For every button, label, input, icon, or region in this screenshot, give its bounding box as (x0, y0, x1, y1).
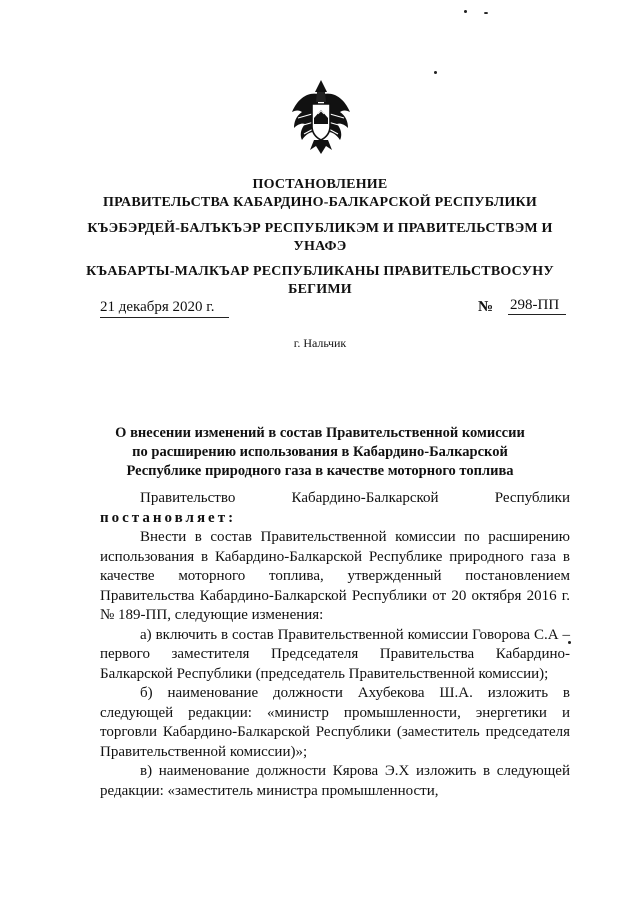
authority-heading-ru: ПРАВИТЕЛЬСТВА КАБАРДИНО-БАЛКАРСКОЙ РЕСПУБЛИКИ (102, 195, 538, 210)
item-b: б) наименование должности Ахубекова Ш.А. изложить в следующей редакции: «министр промышленности, энергетики и торговли Кабардино-Балкарской Республики (заместитель председателя Правительственной комиссии)»; (100, 685, 570, 760)
scan-speck (464, 10, 467, 13)
document-date: 21 декабря 2020 г. (100, 299, 229, 318)
number-label: № (478, 299, 494, 315)
paragraph-1: Внести в состав Правительственной комиссии по расширению использования в Кабардино-Балкарской Республике природного газа в качестве моторного топлива, утвержденный постановлением Правительства Кабардино-Балкарской Республики от 20 октября 2016 г. № 189-ПП, следующие изменения: (100, 529, 570, 623)
item-c: в) наименование должности Кярова Э.Х изложить в следующей редакции: «заместитель министра промышленности, (100, 763, 570, 799)
coat-of-arms-emblem (290, 78, 352, 156)
scan-speck (484, 12, 488, 14)
document-number: 298-ПП (508, 297, 566, 315)
item-a: а) включить в состав Правительственной комиссии Говорова С.А – первого заместителя Председателя Правительства Кабардино-Балкарской Республики (председатель Правительственной комиссии); (100, 626, 570, 682)
authority-heading-kbd: КЪЭБЭРДЕЙ-БАЛЪКЪЭР РЕСПУБЛИКЭМ И ПРАВИТЕЛЬСТВЭМ И УНАФЭ (87, 221, 553, 254)
decree-body (100, 489, 570, 801)
city-name: г. Нальчик (293, 336, 347, 350)
decree-title: О внесении изменений в состав Правительственной комиссии по расширению использования в Кабардино-Балкарской Республике природного газа в качестве моторного топлива (115, 425, 525, 479)
intro-text: Правительство Кабардино-Балкарской Республики (140, 490, 570, 506)
body-intro-line (100, 489, 570, 528)
authority-heading-krc: КЪАБАРТЫ-МАЛКЪАР РЕСПУБЛИКАНЫ ПРАВИТЕЛЬСТВОСУНУ БЕГИМИ (86, 264, 554, 297)
decree-word: постановляет: (100, 509, 237, 526)
scan-speck (434, 71, 437, 74)
document-type-heading: ПОСТАНОВЛЕНИЕ (252, 177, 388, 192)
